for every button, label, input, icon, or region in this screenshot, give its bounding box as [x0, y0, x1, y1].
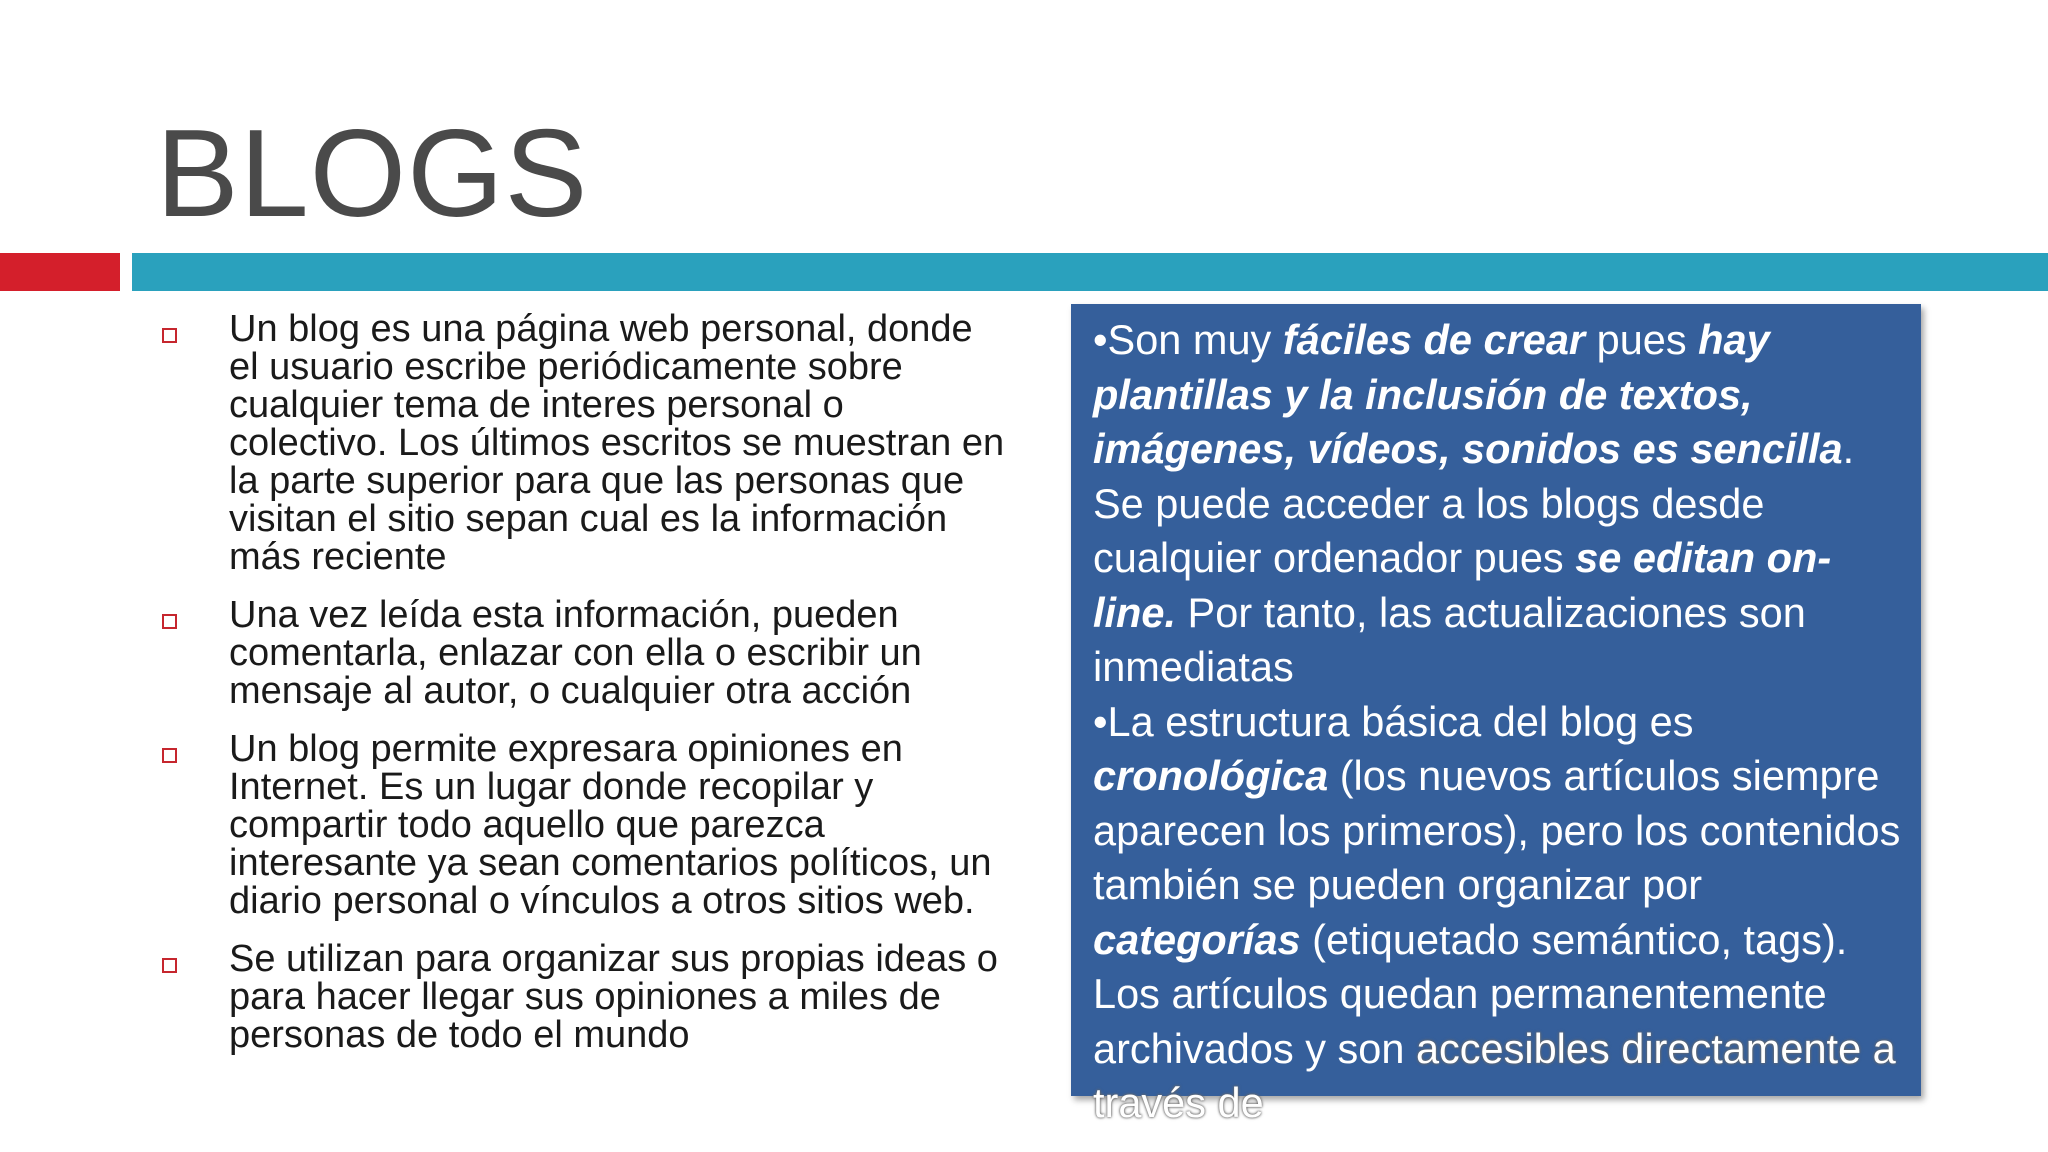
square-bullet-icon — [162, 328, 177, 343]
bullet-text: Un blog es una página web personal, donde el usuario escribe periódicamente sobre cualquier tema de interes personal o colectivo. Los últimos escritos se muestran en la parte superior para que las personas que visitan el sitio sepan cual es la información más reciente — [229, 308, 1005, 578]
callout-text-run: •La estructura básica del blog es — [1093, 697, 1694, 745]
bullet-item — [156, 730, 1006, 920]
square-bullet-icon — [162, 614, 177, 629]
callout-overflow-text: accesibles directamente a través de — [1093, 1024, 1896, 1126]
callout-emphasis: cronológica — [1093, 752, 1329, 799]
square-bullet-icon — [162, 748, 177, 763]
bullet-text: Un blog permite expresara opiniones en Internet. Es un lugar donde recopilar y compartir todo aquello que parezca interesante ya sean comentarios políticos, un diario personal o vínculos a otros sitios web. — [229, 728, 992, 922]
callout-text-run: Por tanto, las actualizaciones son inmediatas — [1093, 588, 1806, 690]
bullet-text: Se utilizan para organizar sus propias ideas o para hacer llegar sus opiniones a miles de personas de todo el mundo — [229, 938, 998, 1056]
callout-text-run: . Se puede acceder a los blogs desde cualquier ordenador pues — [1093, 425, 1855, 581]
callout-paragraph-1 — [1093, 313, 1913, 695]
square-bullet-icon — [162, 958, 177, 973]
callout-text-run: (los nuevos artículos siempre aparecen los primeros), pero los contenidos también se pueden organizar por — [1093, 752, 1901, 908]
bullet-text: Una vez leída esta información, pueden comentarla, enlazar con ella o escribir un mensaje al autor, o cualquier otra acción — [229, 594, 922, 712]
callout-emphasis: se editan on-line. — [1093, 534, 1832, 636]
callout-paragraph-2 — [1093, 695, 1913, 1131]
callout-emphasis: hay plantillas y la inclusión de textos, imágenes, vídeos, sonidos es sencilla — [1093, 316, 1843, 472]
bullet-item — [156, 310, 1006, 576]
bullet-item — [156, 596, 1006, 710]
title-accent-red-bar — [0, 253, 120, 291]
callout-emphasis: fáciles de crear — [1282, 316, 1586, 363]
title-accent-teal-bar — [132, 253, 2048, 291]
slide-title: BLOGS — [156, 105, 589, 243]
callout-text-run: (etiquetado semántico, tags). Los artículos quedan permanentemente archivados y son — [1093, 915, 1848, 1072]
bullet-item — [156, 940, 1006, 1054]
callout-text-run: pues — [1585, 316, 1699, 363]
callout-text-run: •Son muy — [1093, 316, 1283, 363]
callout-text — [1093, 313, 1913, 1131]
bullet-list — [156, 310, 1006, 1074]
callout-emphasis: categorías — [1093, 915, 1301, 963]
